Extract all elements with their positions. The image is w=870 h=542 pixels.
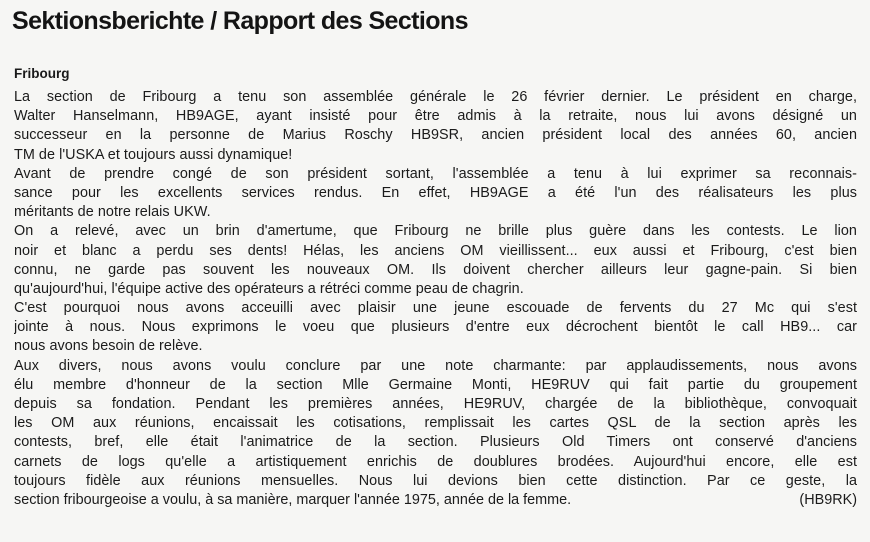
report-body xyxy=(14,88,857,510)
text-line: méritants de notre relais UKW. xyxy=(14,204,211,221)
text-line: TM de l'USKA et toujours aussi dynamique! xyxy=(14,146,293,163)
text-line: carnets de logs qu'elle a artistiquement enrichis de doublures brodées. Aujourd'hui encore, elle est xyxy=(14,453,857,470)
text-line: qu'aujourd'hui, l'équipe active des opérateurs a rétréci comme peau de chagrin. xyxy=(14,280,524,297)
text-line: depuis sa fondation. Pendant les premières années, HE9RUV, chargée de la bibliothèque, convoquait xyxy=(14,396,857,412)
text-line: jointe à nous. Nous exprimons le voeu que plusieurs d'entre eux décrochent bientôt le call HB9... car xyxy=(14,319,857,336)
text-line: nous avons besoin de relève. xyxy=(14,338,203,355)
text-line: C'est pourquoi nous avons acceuilli avec plaisir une jeune escouade de fervents du 27 Mc qui s'est xyxy=(14,300,857,317)
closing-line xyxy=(14,491,857,510)
section-heading: Fribourg xyxy=(14,66,70,81)
text-line: élu membre d'honneur de la section Mlle Germaine Monti, HE9RUV qui fait partie du groupement xyxy=(14,376,857,393)
text-line: Walter Hanselmann, HB9AGE, ayant insisté pour être admis à la retraite, nous lui avons désigné un xyxy=(14,108,857,125)
text-line: section fribourgeoise a voulu, à sa manière, marquer l'année 1975, année de la femme. xyxy=(14,491,572,508)
text-line: connu, ne garde pas souvent les nouveaux OM. Ils doivent chercher ailleurs leur gagne-pain. Si bien xyxy=(14,261,857,278)
text-line: Avant de prendre congé de son président sortant, l'assemblée a tenu à lui exprimer sa reconnais- xyxy=(14,165,857,182)
text-line: noir et blanc a perdu ses dents! Hélas, les anciens OM vieillissent... eux aussi et Fribourg, c'est bien xyxy=(14,242,857,259)
text-line: contests, bref, elle était l'animatrice de la section. Plusieurs Old Timers ont conservé d'anciens xyxy=(14,434,857,451)
text-line: La section de Fribourg a tenu son assemblée générale le 26 février dernier. Le président en charge, xyxy=(14,89,857,105)
author-signature: (HB9RK) xyxy=(799,491,857,508)
text-line: sance pour les excellents services rendus. En effet, HB9AGE a été l'un des réalisateurs les plus xyxy=(14,184,857,201)
text-line: On a relevé, avec un brin d'amertume, que Fribourg ne brille plus guère dans les contests. Le lion xyxy=(14,223,857,240)
text-line: les OM aux réunions, encaissait les cotisations, remplissait les cartes QSL de la section après les xyxy=(14,415,857,432)
text-line: Aux divers, nous avons voulu conclure par une note charmante: par applaudissements, nous avons xyxy=(14,357,857,374)
text-line: successeur en la personne de Marius Roschy HB9SR, ancien président local des années 60, ancien xyxy=(14,127,857,144)
text-line: toujours fidèle aux réunions mensuelles. Nous lui devions bien cette distinction. Par ce geste, la xyxy=(14,472,857,489)
page-title: Sektionsberichte / Rapport des Sections xyxy=(12,7,468,35)
